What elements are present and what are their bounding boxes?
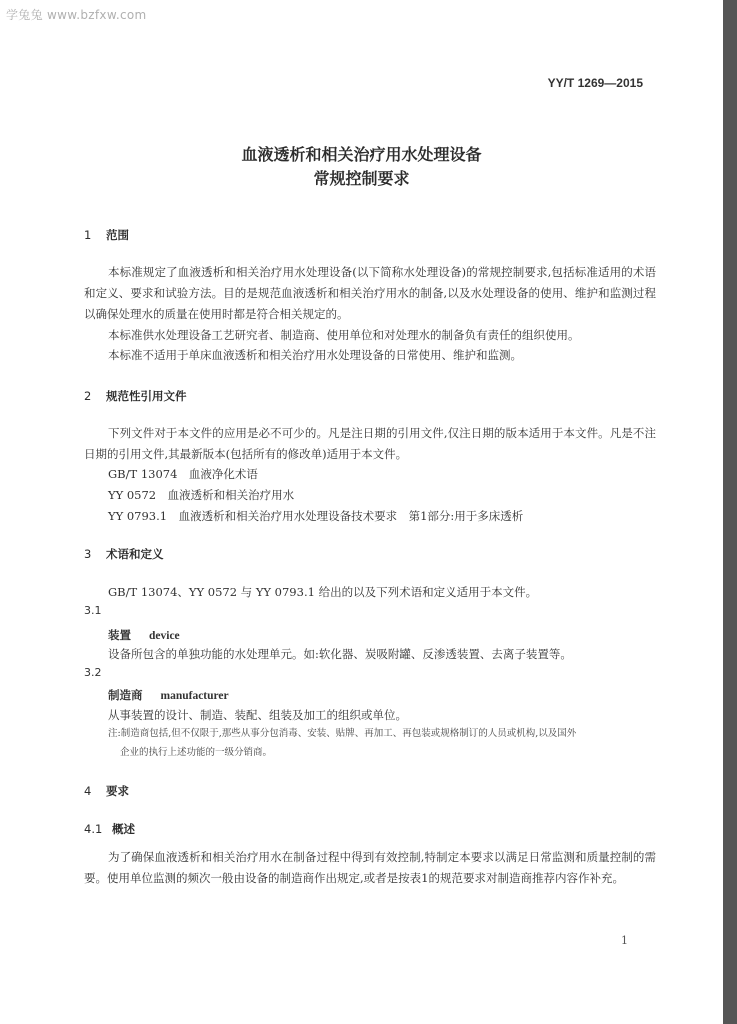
standard-code: YY/T 1269—2015	[547, 76, 643, 90]
document-title-line1: 血液透析和相关治疗用水处理设备	[241, 145, 482, 164]
section-title: 概述	[112, 822, 135, 836]
term-english: device	[149, 630, 180, 642]
section-title: 规范性引用文件	[106, 389, 187, 403]
document-title-line2: 常规控制要求	[313, 169, 410, 188]
clause-number-3-1: 3.1	[84, 604, 102, 617]
section-number: 4.1	[84, 822, 103, 836]
term-chinese: 制造商	[108, 688, 143, 702]
section-4-1-paragraph: 为了确保血液透析和相关治疗用水在制备过程中得到有效控制,特制定本要求以满足日常监测和质量控制的需要。使用单位监测的频次一般由设备的制造商作出规定,或者是按表1的规范要求对制造商推荐内容作补充。	[84, 850, 656, 885]
section-4-heading	[84, 783, 129, 799]
term-device	[108, 627, 180, 644]
section-1-paragraph-1: 本标准规定了血液透析和相关治疗用水处理设备(以下简称水处理设备)的常规控制要求,包括标准适用的术语和定义、要求和试验方法。目的是规范血液透析和相关治疗用水的制备,以及水处理设备的使用、维护和监测过程以确保处理水的质量在使用时都是符合相关规定的。	[84, 265, 656, 321]
section-number: 2	[84, 389, 92, 403]
section-1-paragraph-3: 本标准不适用于单床血液透析和相关治疗用水处理设备的日常使用、维护和监测。	[108, 348, 522, 362]
term-manufacturer-note-line-1: 注:制造商包括,但不仅限于,那些从事分包消毒、安装、贴牌、再加工、再包装或规格制订的人员或机构,以及国外	[108, 728, 577, 739]
page-number: 1	[621, 934, 628, 947]
watermark: 学兔兔 www.bzfxw.com	[6, 8, 147, 22]
section-1-paragraph-2: 本标准供水处理设备工艺研究者、制造商、使用单位和对处理水的制备负有责任的组织使用。	[108, 328, 580, 342]
reference-gbt-13074: GB/T 13074 血液净化术语	[108, 467, 258, 481]
term-manufacturer-definition: 从事装置的设计、制造、装配、组装及加工的组织或单位。	[108, 708, 407, 722]
term-chinese: 装置	[108, 628, 131, 642]
section-title: 范围	[106, 228, 129, 242]
reference-yy-0572: YY 0572 血液透析和相关治疗用水	[108, 488, 295, 502]
section-3-intro: GB/T 13074、YY 0572 与 YY 0793.1 给出的以及下列术语和定义适用于本文件。	[108, 585, 538, 599]
reference-yy-0793-1: YY 0793.1 血液透析和相关治疗用水处理设备技术要求 第1部分:用于多床透析	[108, 509, 524, 523]
section-4-1-heading	[84, 821, 135, 837]
section-number: 1	[84, 228, 92, 242]
term-device-definition: 设备所包含的单独功能的水处理单元。如:软化器、炭吸附罐、反渗透装置、去离子装置等。	[108, 647, 572, 661]
section-1-heading	[84, 227, 129, 243]
section-title: 要求	[106, 784, 129, 798]
section-number: 4	[84, 784, 92, 798]
section-3-heading	[84, 546, 164, 562]
term-manufacturer-note-line-2: 企业的执行上述功能的一级分销商。	[120, 747, 273, 758]
section-number: 3	[84, 547, 92, 561]
section-title: 术语和定义	[106, 547, 164, 561]
term-english: manufacturer	[160, 690, 229, 702]
section-2-heading	[84, 388, 187, 404]
section-2-paragraph: 下列文件对于本文件的应用是必不可少的。凡是注日期的引用文件,仅注日期的版本适用于本文件。凡是不注日期的引用文件,其最新版本(包括所有的修改单)适用于本文件。	[84, 426, 656, 461]
page-edge-bar	[723, 0, 737, 1024]
clause-number-3-2: 3.2	[84, 666, 102, 679]
term-manufacturer	[108, 687, 229, 704]
